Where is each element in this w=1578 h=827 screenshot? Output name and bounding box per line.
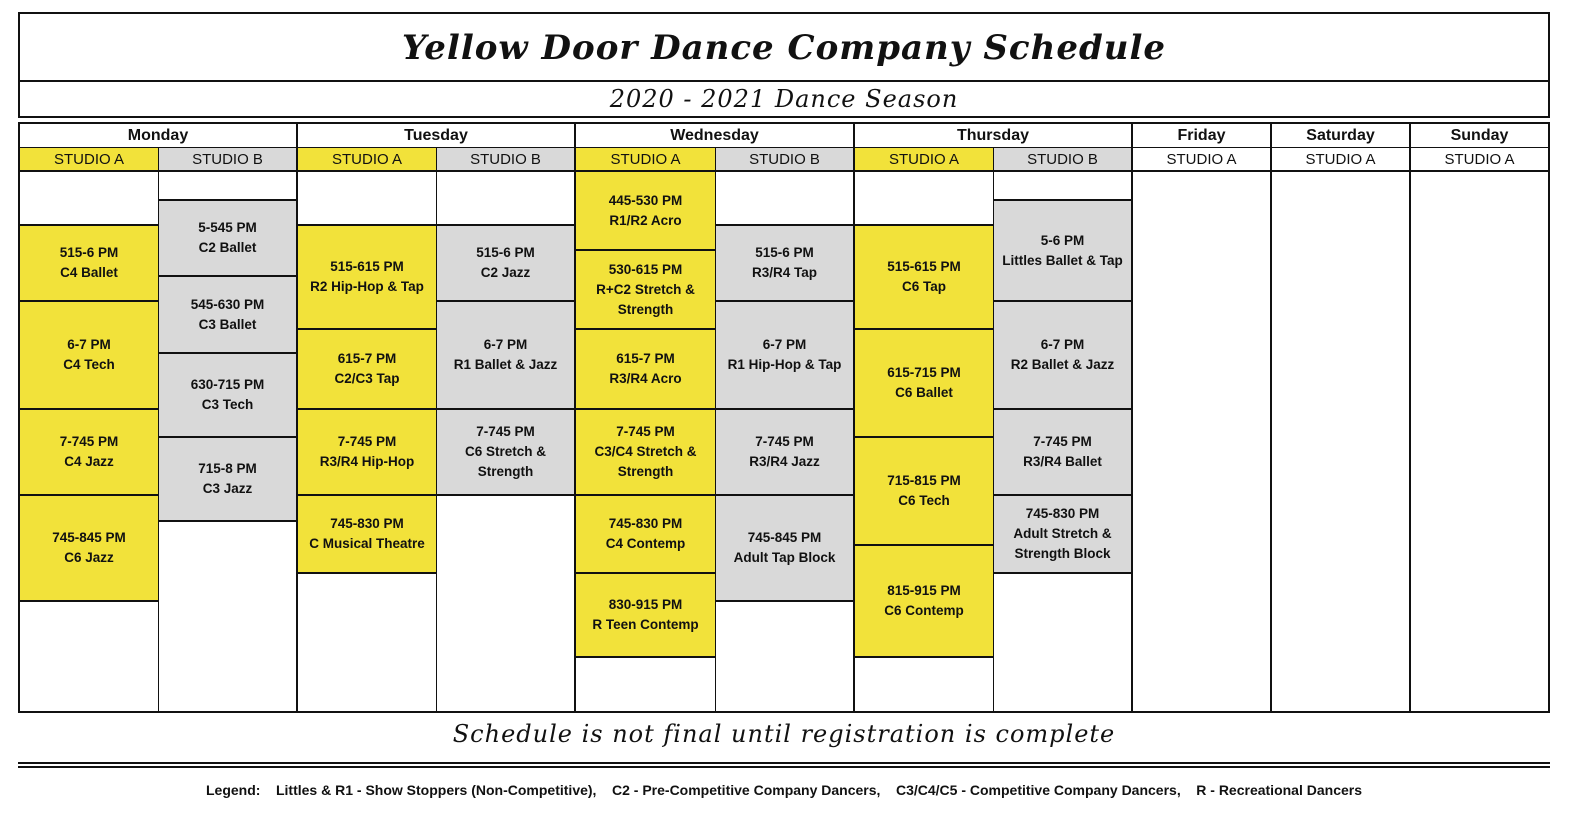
studio-header-wed-a: STUDIO A — [576, 148, 716, 172]
studio-header-mon-a: STUDIO A — [20, 148, 159, 172]
class-block: 745-830 PM C Musical Theatre — [298, 494, 436, 574]
day-header-saturday: Saturday — [1272, 124, 1411, 148]
class-block: 515-6 PM C2 Jazz — [437, 224, 574, 302]
class-block: 6-7 PM R1 Ballet & Jazz — [437, 300, 574, 410]
class-block: 515-6 PM R3/R4 Tap — [716, 224, 853, 302]
class-block: 815-915 PM C6 Contemp — [855, 544, 993, 658]
column-mon-a — [20, 172, 159, 711]
column-mon-b — [159, 172, 298, 711]
class-block: 7-745 PM R3/R4 Hip-Hop — [298, 408, 436, 496]
column-tue-b — [437, 172, 576, 711]
class-block: 830-915 PM R Teen Contemp — [576, 572, 715, 658]
studio-header-mon-b: STUDIO B — [159, 148, 298, 172]
class-block: 6-7 PM R1 Hip-Hop & Tap — [716, 300, 853, 410]
class-block: 745-830 PM Adult Stretch & Strength Block — [994, 494, 1131, 574]
day-header-wednesday: Wednesday — [576, 124, 855, 148]
class-block: 745-845 PM C6 Jazz — [20, 494, 158, 602]
class-block: 615-715 PM C6 Ballet — [855, 328, 993, 438]
class-block: 515-6 PM C4 Ballet — [20, 224, 158, 302]
column-sat-a — [1272, 172, 1411, 711]
class-block: 615-7 PM C2/C3 Tap — [298, 328, 436, 410]
class-block: 715-815 PM C6 Tech — [855, 436, 993, 546]
day-header-monday: Monday — [20, 124, 298, 148]
class-block: 530-615 PM R+C2 Stretch & Strength — [576, 249, 715, 330]
class-block: 7-745 PM R3/R4 Jazz — [716, 408, 853, 496]
class-block: 745-845 PM Adult Tap Block — [716, 494, 853, 602]
divider-rule — [18, 766, 1550, 768]
column-thu-a — [855, 172, 994, 711]
day-header-tuesday: Tuesday — [298, 124, 576, 148]
class-block: 515-615 PM C6 Tap — [855, 224, 993, 330]
class-block: 545-630 PM C3 Ballet — [159, 275, 296, 354]
schedule-grid — [18, 122, 1550, 713]
column-thu-b — [994, 172, 1133, 711]
studio-header-fri-a: STUDIO A — [1133, 148, 1272, 172]
class-block: 6-7 PM C4 Tech — [20, 300, 158, 410]
class-block: 5-6 PM Littles Ballet & Tap — [994, 199, 1131, 302]
class-block: 7-745 PM R3/R4 Ballet — [994, 408, 1131, 496]
class-block: 6-7 PM R2 Ballet & Jazz — [994, 300, 1131, 410]
column-tue-a — [298, 172, 437, 711]
class-block: 7-745 PM C4 Jazz — [20, 408, 158, 496]
class-block: 630-715 PM C3 Tech — [159, 352, 296, 438]
class-block: 515-615 PM R2 Hip-Hop & Tap — [298, 224, 436, 330]
divider-rule — [18, 762, 1550, 764]
schedule-title: Yellow Door Dance Company Schedule — [18, 12, 1550, 82]
day-header-thursday: Thursday — [855, 124, 1133, 148]
class-block: 5-545 PM C2 Ballet — [159, 199, 296, 277]
studio-header-thu-a: STUDIO A — [855, 148, 994, 172]
studio-header-tue-b: STUDIO B — [437, 148, 576, 172]
column-wed-a — [576, 172, 716, 711]
column-sun-a — [1411, 172, 1548, 711]
legend: Legend: Littles & R1 - Show Stoppers (Non-Competitive), C2 - Pre-Competitive Company Dancers, C3/C4/C5 - Competitive Company Dancers, R - Recreational Dancers — [205, 782, 1362, 798]
studio-header-sun-a: STUDIO A — [1411, 148, 1548, 172]
class-block: 7-745 PM C3/C4 Stretch & Strength — [576, 408, 715, 496]
day-header-sunday: Sunday — [1411, 124, 1548, 148]
studio-header-sat-a: STUDIO A — [1272, 148, 1411, 172]
class-block: 615-7 PM R3/R4 Acro — [576, 328, 715, 410]
column-wed-b — [716, 172, 855, 711]
studio-header-thu-b: STUDIO B — [994, 148, 1133, 172]
studio-header-tue-a: STUDIO A — [298, 148, 437, 172]
class-block: 715-8 PM C3 Jazz — [159, 436, 296, 522]
class-block: 745-830 PM C4 Contemp — [576, 494, 715, 574]
class-block: 445-530 PM R1/R2 Acro — [576, 172, 715, 251]
season-subtitle: 2020 - 2021 Dance Season — [18, 80, 1550, 118]
schedule-footnote: Schedule is not final until registration is complete — [452, 720, 1116, 748]
class-block: 7-745 PM C6 Stretch & Strength — [437, 408, 574, 496]
day-header-friday: Friday — [1133, 124, 1272, 148]
studio-header-wed-b: STUDIO B — [716, 148, 855, 172]
column-fri-a — [1133, 172, 1272, 711]
